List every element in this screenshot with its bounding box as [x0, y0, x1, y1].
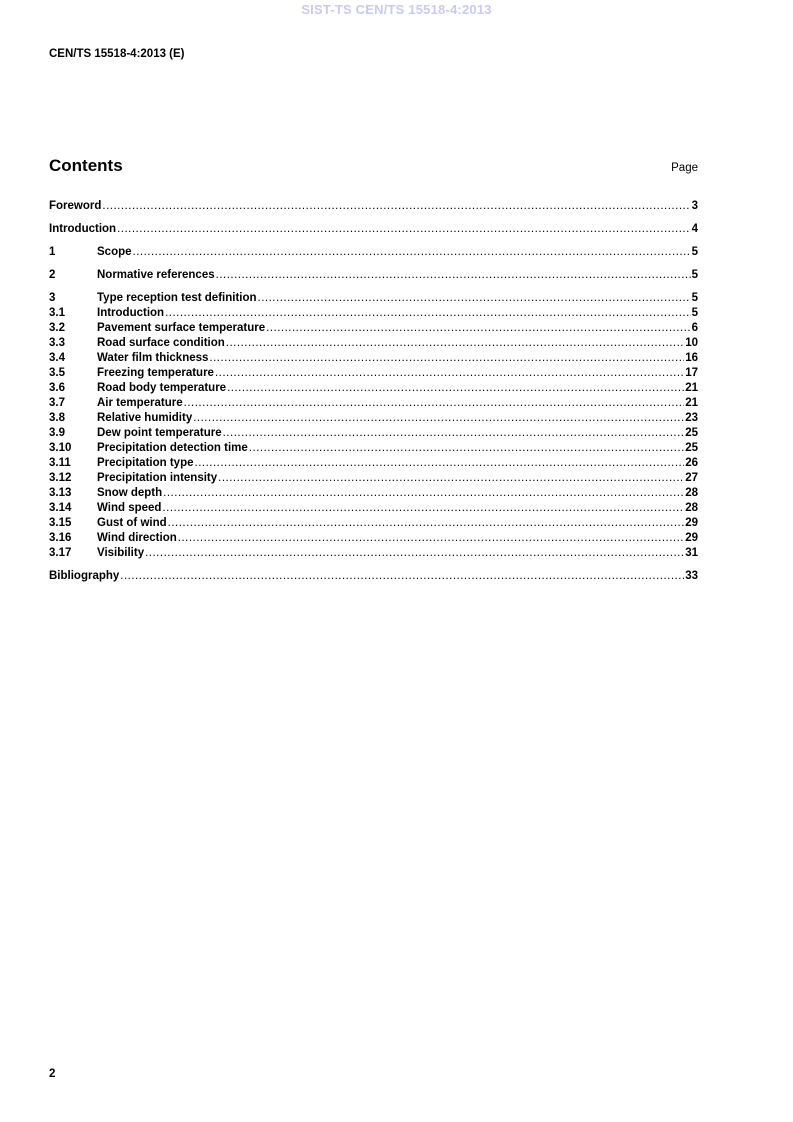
toc-entry[interactable] [49, 426, 698, 441]
toc-entry-title: Foreword [49, 200, 102, 212]
toc-leader-dots [165, 306, 691, 321]
toc-entry-page: 5 [691, 292, 698, 304]
toc-entry-number: 2 [49, 269, 56, 281]
toc-entry-title: Road surface condition [97, 337, 225, 349]
toc-entry[interactable] [49, 396, 698, 411]
toc-entry[interactable] [49, 336, 698, 351]
toc-entry-title: Introduction [49, 223, 117, 235]
toc-leader-dots [226, 336, 684, 351]
toc-entry-title: Freezing temperature [97, 367, 214, 379]
toc-leader-dots [227, 381, 684, 396]
toc-entry-number: 3.2 [49, 322, 65, 334]
toc-entry-page: 23 [685, 412, 698, 424]
toc-entry-title: Visibility [97, 547, 145, 559]
toc-leader-dots [258, 291, 691, 306]
toc-entry-number: 3.7 [49, 397, 65, 409]
toc-entry-title: Bibliography [49, 570, 120, 582]
toc-entry-number: 3.15 [49, 517, 72, 529]
toc-entry[interactable] [49, 486, 698, 501]
toc-entry[interactable] [49, 199, 698, 214]
toc-entry-title: Snow depth [97, 487, 163, 499]
toc-entry[interactable] [49, 546, 698, 561]
toc-leader-dots [195, 456, 685, 471]
toc-entry[interactable] [49, 569, 698, 584]
toc-entry-number: 3.11 [49, 457, 71, 469]
toc-leader-dots [184, 396, 685, 411]
toc-entry-page: 33 [685, 570, 698, 582]
toc-entry[interactable] [49, 366, 698, 381]
toc-entry-title: Wind speed [97, 502, 162, 514]
toc-entry-title: Scope [97, 246, 132, 258]
toc-entry-number: 3.8 [49, 412, 65, 424]
toc-entry-number: 3.9 [49, 427, 65, 439]
toc-entry[interactable] [49, 306, 698, 321]
toc-entry[interactable] [49, 411, 698, 426]
toc-leader-dots [223, 426, 685, 441]
toc-leader-dots [215, 366, 684, 381]
toc-entry-title: Air temperature [97, 397, 183, 409]
toc-entry-page: 16 [685, 352, 698, 364]
toc-leader-dots [178, 531, 684, 546]
toc-entry-number: 3.16 [49, 532, 72, 544]
toc-entry-title: Wind direction [97, 532, 177, 544]
toc-entry[interactable] [49, 531, 698, 546]
toc-entry[interactable] [49, 471, 698, 486]
toc-entry[interactable] [49, 291, 698, 306]
toc-entry-number: 3.5 [49, 367, 65, 379]
toc-entry-page: 4 [691, 223, 698, 235]
toc-entry-number: 3.10 [49, 442, 72, 454]
toc-entry[interactable] [49, 321, 698, 336]
contents-heading: Contents [49, 156, 123, 175]
toc-entry-page: 5 [691, 246, 698, 258]
toc-entry-page: 6 [691, 322, 698, 334]
toc-entry[interactable] [49, 516, 698, 531]
toc-entry-number: 3.3 [49, 337, 65, 349]
toc-entry-page: 31 [685, 547, 698, 559]
page-column-label: Page [671, 162, 698, 174]
toc-entry[interactable] [49, 351, 698, 366]
toc-entry-page: 27 [685, 472, 698, 484]
toc-entry-page: 28 [685, 502, 698, 514]
toc-entry-page: 10 [685, 337, 698, 349]
toc-entry-title: Type reception test definition [97, 292, 257, 304]
toc-leader-dots [133, 245, 691, 260]
toc-leader-dots [145, 546, 684, 561]
toc-entry-number: 3.14 [49, 502, 72, 514]
toc-entry-title: Precipitation intensity [97, 472, 218, 484]
document-id-header: CEN/TS 15518-4:2013 (E) [49, 48, 185, 60]
toc-entry-title: Water film thickness [97, 352, 209, 364]
toc-entry-title: Precipitation type [97, 457, 194, 469]
table-of-contents [49, 199, 698, 584]
toc-leader-dots [162, 501, 684, 516]
toc-entry-number: 1 [49, 246, 56, 258]
watermark-text: SIST-TS CEN/TS 15518-4:2013 [301, 2, 492, 17]
toc-entry-number: 3 [49, 292, 56, 304]
toc-entry-title: Relative humidity [97, 412, 193, 424]
toc-entry-page: 21 [685, 382, 698, 394]
toc-entry-number: 3.1 [49, 307, 65, 319]
toc-leader-dots [168, 516, 685, 531]
toc-leader-dots [193, 411, 684, 426]
toc-entry-page: 5 [691, 307, 698, 319]
toc-leader-dots [120, 569, 684, 584]
toc-entry-page: 17 [685, 367, 698, 379]
toc-entry-title: Dew point temperature [97, 427, 222, 439]
toc-entry[interactable] [49, 456, 698, 471]
toc-leader-dots [216, 268, 691, 283]
toc-entry-number: 3.13 [49, 487, 72, 499]
toc-entry-number: 3.12 [49, 472, 72, 484]
toc-entry-title: Pavement surface temperature [97, 322, 266, 334]
toc-entry-page: 29 [685, 532, 698, 544]
toc-entry[interactable] [49, 381, 698, 396]
toc-leader-dots [102, 199, 690, 214]
toc-entry-page: 25 [685, 427, 698, 439]
toc-entry[interactable] [49, 245, 698, 260]
toc-entry-title: Precipitation detection time [97, 442, 248, 454]
toc-entry[interactable] [49, 441, 698, 456]
toc-entry-page: 25 [685, 442, 698, 454]
toc-entry-page: 28 [685, 487, 698, 499]
toc-entry-title: Normative references [97, 269, 215, 281]
toc-leader-dots [163, 486, 684, 501]
toc-entry[interactable] [49, 501, 698, 516]
toc-entry-page: 26 [685, 457, 698, 469]
toc-entry-title: Introduction [97, 307, 165, 319]
toc-leader-dots [117, 222, 691, 237]
toc-entry-page: 29 [685, 517, 698, 529]
toc-leader-dots [209, 351, 684, 366]
footer-page-number: 2 [49, 1068, 56, 1080]
toc-entry-title: Gust of wind [97, 517, 167, 529]
toc-entry-number: 3.4 [49, 352, 65, 364]
toc-entry-number: 3.6 [49, 382, 65, 394]
toc-entry[interactable] [49, 268, 698, 283]
toc-leader-dots [266, 321, 690, 336]
toc-leader-dots [249, 441, 684, 456]
toc-entry-page: 5 [691, 269, 698, 281]
toc-entry-page: 21 [685, 397, 698, 409]
toc-entry-title: Road body temperature [97, 382, 227, 394]
toc-leader-dots [218, 471, 684, 486]
toc-entry-page: 3 [691, 200, 698, 212]
toc-entry-number: 3.17 [49, 547, 72, 559]
toc-entry[interactable] [49, 222, 698, 237]
